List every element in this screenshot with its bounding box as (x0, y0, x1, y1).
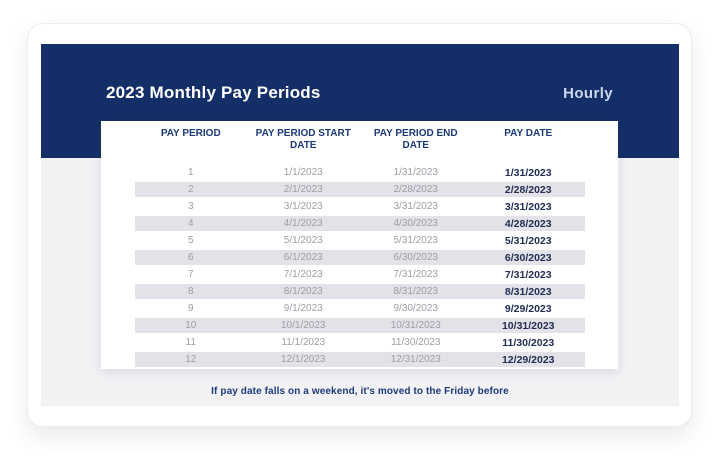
cell-end-date: 3/31/2023 (393, 201, 438, 212)
cell-end-date: 9/30/2023 (393, 303, 438, 314)
cell-start-date: 9/1/2023 (283, 303, 323, 314)
cell-start-date: 7/1/2023 (283, 269, 323, 280)
cell-pay-period: 3 (187, 201, 194, 212)
page-title: 2023 Monthly Pay Periods (106, 83, 321, 102)
cell-pay-period: 1 (187, 167, 194, 178)
column-header-end-date: PAY PERIOD END DATE (373, 128, 458, 151)
cell-start-date: 3/1/2023 (283, 201, 323, 212)
cell-pay-period: 6 (187, 252, 194, 263)
footer-note: If pay date falls on a weekend, it's moved to the Friday before (211, 386, 509, 397)
table-row (135, 181, 585, 198)
cell-start-date: 6/1/2023 (283, 252, 323, 263)
schedule-label: Hourly (563, 85, 613, 102)
cell-end-date: 1/31/2023 (393, 167, 438, 178)
table-body (135, 164, 585, 368)
cell-pay-date: 6/30/2023 (504, 251, 552, 264)
cell-start-date: 8/1/2023 (283, 286, 323, 297)
cell-pay-date: 12/29/2023 (501, 353, 555, 366)
cell-end-date: 8/31/2023 (393, 286, 438, 297)
table-row (135, 164, 585, 181)
pay-periods-table (101, 121, 618, 369)
cell-pay-date: 3/31/2023 (504, 200, 552, 213)
table-row (135, 215, 585, 232)
table-row (135, 232, 585, 249)
cell-start-date: 10/1/2023 (281, 320, 326, 331)
pay-periods-card (27, 23, 692, 427)
cell-pay-period: 2 (187, 184, 194, 195)
cell-pay-date: 7/31/2023 (504, 268, 552, 281)
cell-pay-date: 5/31/2023 (504, 234, 552, 247)
cell-pay-date: 8/31/2023 (504, 285, 552, 298)
cell-pay-period: 12 (185, 354, 197, 365)
column-header-pay-date: PAY DATE (504, 128, 553, 139)
table-row (135, 249, 585, 266)
cell-pay-date: 10/31/2023 (501, 319, 555, 332)
cell-start-date: 11/1/2023 (281, 337, 326, 348)
cell-end-date: 5/31/2023 (393, 235, 438, 246)
cell-start-date: 5/1/2023 (283, 235, 323, 246)
cell-end-date: 12/31/2023 (390, 354, 441, 365)
table-row (135, 266, 585, 283)
cell-pay-period: 8 (187, 286, 194, 297)
cell-end-date: 7/31/2023 (393, 269, 438, 280)
table-header-row (135, 121, 585, 164)
cell-pay-period: 11 (185, 337, 196, 348)
cell-end-date: 11/30/2023 (391, 337, 441, 348)
cell-end-date: 4/30/2023 (393, 218, 438, 229)
table-row (135, 198, 585, 215)
cell-pay-period: 7 (187, 269, 194, 280)
table-row (135, 334, 585, 351)
cell-pay-date: 4/28/2023 (504, 217, 552, 230)
cell-pay-period: 9 (187, 303, 194, 314)
cell-start-date: 2/1/2023 (283, 184, 323, 195)
cell-pay-period: 4 (187, 218, 194, 229)
cell-pay-period: 10 (185, 320, 197, 331)
cell-end-date: 6/30/2023 (393, 252, 438, 263)
cell-end-date: 2/28/2023 (393, 184, 438, 195)
cell-end-date: 10/31/2023 (390, 320, 441, 331)
column-header-start-date: PAY PERIOD START DATE (255, 128, 351, 151)
table-row (135, 317, 585, 334)
cell-pay-date: 11/30/2023 (502, 336, 555, 349)
table-row (135, 283, 585, 300)
cell-start-date: 12/1/2023 (281, 354, 326, 365)
cell-start-date: 4/1/2023 (283, 218, 323, 229)
cell-start-date: 1/1/2023 (283, 167, 323, 178)
cell-pay-date: 2/28/2023 (504, 183, 552, 196)
cell-pay-period: 5 (187, 235, 194, 246)
table-row (135, 300, 585, 317)
column-header-pay-period: PAY PERIOD (160, 128, 221, 139)
cell-pay-date: 9/29/2023 (504, 302, 552, 315)
cell-pay-date: 1/31/2023 (504, 166, 552, 179)
table-row (135, 351, 585, 368)
